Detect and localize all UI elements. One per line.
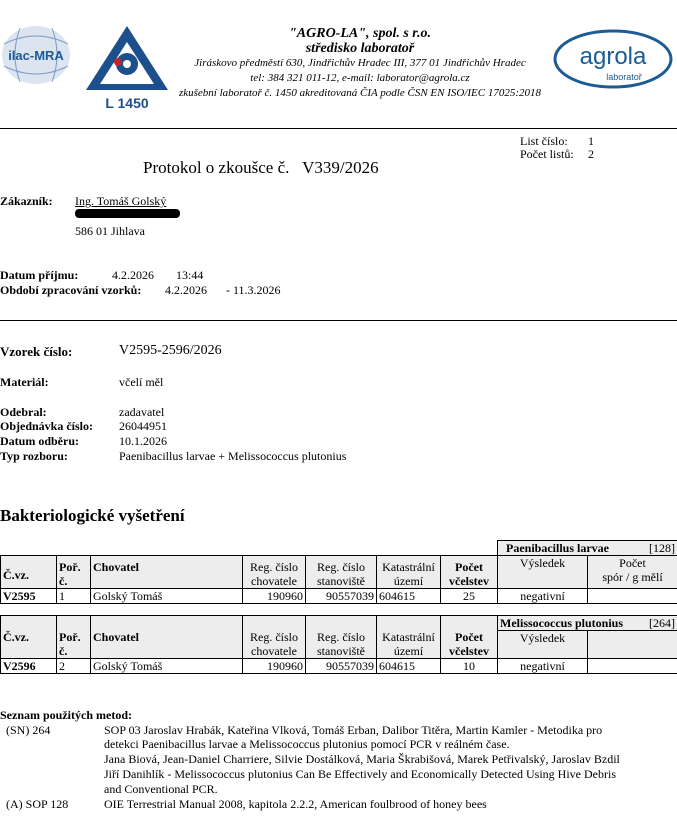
cell-katastralni: 604615 [377,589,441,604]
col-reg-chovatele: Reg. číslo chovatele [243,616,306,659]
material-label: Materiál: [0,375,49,389]
col-pocet-vcelstev: Počet včelstev [441,616,498,659]
company-center: středisko laboratoř [305,41,415,56]
redacted-address [75,209,180,218]
cell-por: 2 [57,659,91,674]
sheet-count-label: Počet listů: [520,147,574,161]
company-accreditation: zkušební laboratoř č. 1450 akreditovaná ČIA podle ČSN EN ISO/IEC 17025:2018 [178,87,542,99]
customer-name: Ing. Tomáš Golský [75,194,167,208]
cell-vysledek: negativní [498,589,588,604]
customer-label: Zákazník: [0,194,53,208]
method-text-line: Jiří Danihlík - Melissococcus plutonius Can Be Effectively and Economically Detected Using Hive Debris [104,767,616,781]
method-code-128: (A) SOP 128 [6,797,69,811]
method-text-line: OIE Terrestrial Manual 2008, kapitola 2.2.2, American foulbrood of honey bees [104,797,487,811]
methods-title: Seznam použitých metod: [0,708,132,722]
company-address: Jiráskovo předměstí 630, Jindřichův Hradec III, 377 01 Jindřichův Hradec [194,57,526,69]
col-reg-stanoviste: Reg. číslo stanoviště [306,556,377,589]
table-row [1,659,677,674]
section-divider [0,320,677,321]
cell-por: 1 [57,589,91,604]
col-reg-chovatele: Reg. číslo chovatele [243,556,306,589]
cell-reg-stanoviste: 90557039 [306,589,377,604]
analysis-type-label: Typ rozboru: [0,449,68,463]
cell-pocet-vcelstev: 25 [441,589,498,604]
agrola-logo [552,28,674,90]
method-text-line: and Conventional PCR. [104,782,218,796]
cell-pocet-vcelstev: 10 [441,659,498,674]
company-name: "AGRO-LA", spol. s r.o. [289,26,431,41]
svg-text:ilac-MRA: ilac-MRA [8,48,64,63]
receipt-date-label: Datum příjmu: [0,268,79,282]
company-contact: tel: 384 321 011-12, e-mail: laborator@agrola.cz [250,72,470,84]
cell-reg-chovatele: 190960 [243,589,306,604]
agrola-logo-text: agrola [579,43,647,70]
sheet-count: 2 [588,147,594,161]
col-katastralni: Katastrální území [377,616,441,659]
cell-chovatel: Golský Tomáš [91,659,243,674]
cell-pocet-spor [588,589,677,604]
group-header-melissococcus: Melissococcus plutonius [264] [498,616,677,631]
customer-city: 586 01 Jihlava [75,224,145,238]
processing-period-from: 4.2.2026 [165,283,207,297]
section-title: Bakteriologické vyšetření [0,506,185,525]
order-value: 26044951 [119,419,167,433]
results-table-melissococcus [0,615,677,674]
cell-cvz: V2595 [1,589,57,604]
cell-chovatel: Golský Tomáš [91,589,243,604]
col-por: Poř. č. [57,616,91,659]
receipt-date: 4.2.2026 [112,268,154,282]
col-cvz: Č.vz. [1,616,57,659]
analysis-type: Paenibacillus larvae + Melissococcus plutonius [119,449,347,463]
col-katastralni: Katastrální území [377,556,441,589]
collection-date-label: Datum odběru: [0,434,80,448]
cell-reg-stanoviste: 90557039 [306,659,377,674]
processing-period-label: Období zpracování vzorků: [0,283,142,297]
col-pocet-vcelstev: Počet včelstev [441,556,498,589]
col-chovatel: Chovatel [91,616,243,659]
sheet-number: 1 [588,134,594,148]
accreditation-logo-text: L 1450 [105,95,149,111]
sample-number: V2595-2596/2026 [119,343,222,358]
cell-reg-chovatele: 190960 [243,659,306,674]
col-por: Poř. č. [57,556,91,589]
cell-empty [588,659,677,674]
cell-cvz: V2596 [1,659,57,674]
cell-vysledek: negativní [498,659,588,674]
method-text-line: SOP 03 Jaroslav Hrabák, Kateřina Vlková, Tomáš Erban, Dalibor Titěra, Martin Kamler - Metodika pro [104,723,603,737]
protocol-label: Protokol o zkoušce č. [143,158,290,177]
col-vysledek: Výsledek [498,631,588,659]
agrola-logo-sub: laboratoř [606,72,642,82]
results-table-paenibacillus [0,540,677,604]
collection-date: 10.1.2026 [119,434,167,448]
protocol-title [143,158,379,178]
processing-period-to: - 11.3.2026 [226,283,281,297]
ilac-mra-logo [0,24,72,86]
col-vysledek: Výsledek [498,556,588,589]
method-code-264: (SN) 264 [6,723,51,737]
method-text-line: Jana Biová, Jean-Daniel Charriere, Silvie Dostálková, Maria Škrabišová, Marek Petřivalský, Jaroslav Bzdil [104,752,620,766]
sheet-number-label: List číslo: [520,134,568,148]
cell-katastralni: 604615 [377,659,441,674]
protocol-number: V339/2026 [302,158,379,177]
method-text-line: detekci Paenibacillus larvae a Melissococcus plutonius pomocí PCR v reálném čase. [104,737,510,751]
col-chovatel: Chovatel [91,556,243,589]
header-divider [0,128,677,129]
material-value: včelí měl [119,375,164,389]
sample-number-label: Vzorek číslo: [0,344,73,359]
order-label: Objednávka číslo: [0,419,94,433]
collected-label: Odebral: [0,405,47,419]
accreditation-logo [84,24,170,112]
collected-value: zadavatel [119,405,165,419]
col-pocet-spor: Počet spór / g mělí [588,556,677,589]
table-row [1,589,677,604]
col-reg-stanoviste: Reg. číslo stanoviště [306,616,377,659]
col-cvz: Č.vz. [1,556,57,589]
group-header-paenibacillus: Paenibacillus larvae [128] [498,541,677,556]
receipt-time: 13:44 [176,268,204,282]
